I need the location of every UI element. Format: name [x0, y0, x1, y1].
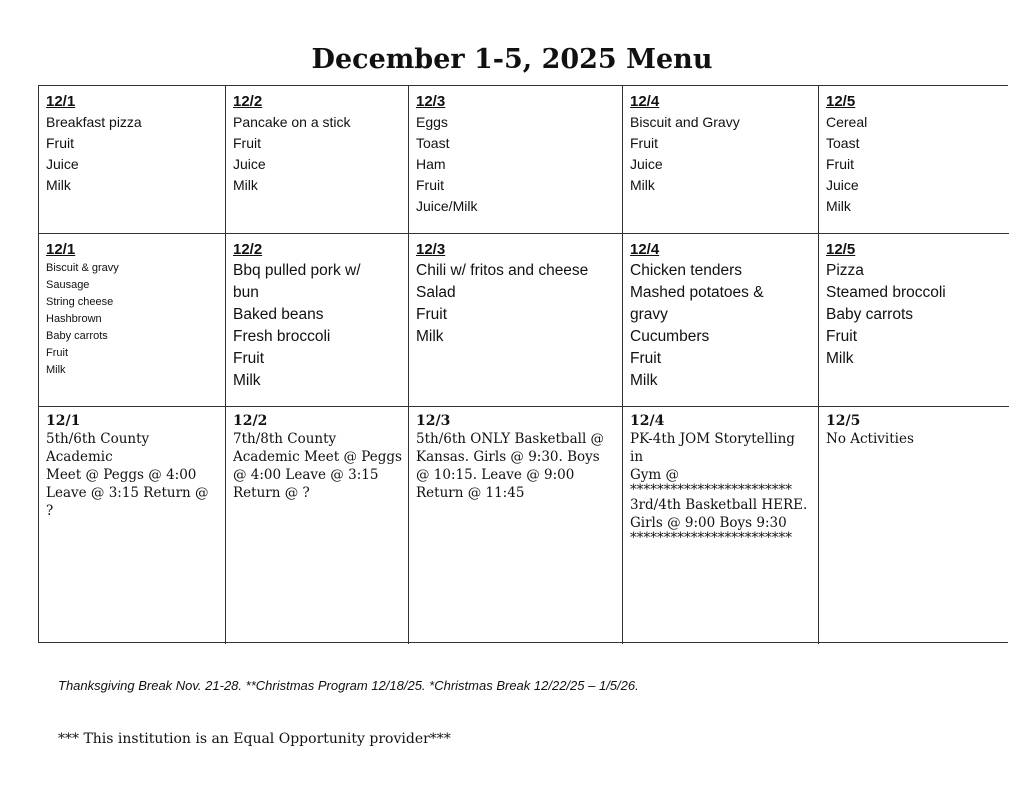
activity-line: Meet @ Peggs @ 4:00: [46, 467, 197, 483]
menu-item: bun: [233, 284, 259, 301]
menu-item: Milk: [233, 372, 261, 389]
cell-date: 12/3: [416, 241, 446, 258]
menu-item: Sausage: [46, 279, 90, 291]
menu-item: Juice: [826, 177, 859, 193]
menu-item: Breakfast pizza: [46, 114, 142, 130]
activity-line: 5th/6th ONLY Basketball @: [416, 431, 605, 447]
lunch-cell-mon: [39, 234, 226, 407]
lunch-cell-tue: [226, 234, 409, 407]
menu-item: Eggs: [416, 114, 448, 130]
menu-item: Milk: [826, 350, 854, 367]
menu-item: Fruit: [416, 177, 444, 193]
menu-item: Milk: [826, 198, 851, 214]
menu-item: gravy: [630, 306, 668, 323]
menu-item: Pizza: [826, 262, 864, 279]
menu-item: Fresh broccoli: [233, 328, 331, 345]
lunch-cell-thu: [623, 234, 819, 407]
menu-item: Fruit: [826, 156, 854, 172]
menu-item: Fruit: [233, 135, 261, 151]
menu-table: [38, 85, 1008, 643]
menu-item: Toast: [826, 135, 860, 151]
menu-item: Baby carrots: [826, 306, 914, 323]
menu-item: Bbq pulled pork w/: [233, 262, 361, 279]
breakfast-cell-fri: [819, 86, 1009, 234]
cell-date: 12/1: [46, 93, 76, 110]
cell-date: 12/2: [233, 93, 263, 110]
menu-item: Fruit: [46, 347, 68, 359]
menu-item: Salad: [416, 284, 456, 301]
activity-line: Gym @: [630, 467, 680, 483]
breakfast-cell-thu: [623, 86, 819, 234]
menu-item: Milk: [630, 177, 655, 193]
cell-date: 12/4: [630, 93, 660, 110]
menu-item: Fruit: [826, 328, 857, 345]
activity-cell-thu: [623, 407, 819, 644]
cell-date: 12/5: [826, 241, 856, 258]
lunch-cell-fri: [819, 234, 1009, 407]
equal-opportunity-statement: *** This institution is an Equal Opportunity provider***: [58, 731, 451, 747]
cell-date: 12/3: [416, 93, 446, 110]
menu-item: Ham: [416, 156, 446, 172]
menu-item: Milk: [46, 177, 71, 193]
menu-item: Fruit: [233, 350, 264, 367]
menu-item: Juice: [46, 156, 79, 172]
breakfast-cell-tue: [226, 86, 409, 234]
menu-item: Cereal: [826, 114, 868, 130]
activity-line: Return @ ?: [233, 485, 310, 501]
break-footnote: Thanksgiving Break Nov. 21-28. **Christmas Program 12/18/25. *Christmas Break 12/22/25 – 1/5/26.: [58, 678, 639, 693]
separator-stars: ************************: [630, 482, 792, 498]
activity-cell-mon: [39, 407, 226, 644]
menu-item: String cheese: [46, 296, 114, 308]
menu-item: Cucumbers: [630, 328, 710, 345]
activity-cell-fri: [819, 407, 1009, 644]
cell-date: 12/2: [233, 413, 268, 429]
menu-item: Mashed potatoes &: [630, 284, 764, 301]
activity-line: PK-4th JOM Storytelling in: [630, 431, 795, 465]
menu-item: Fruit: [630, 135, 658, 151]
menu-item: Milk: [416, 328, 444, 345]
breakfast-cell-mon: [39, 86, 226, 234]
cell-date: 12/5: [826, 93, 856, 110]
cell-date: 12/2: [233, 241, 263, 258]
menu-item: Juice/Milk: [416, 198, 478, 214]
menu-item: Baby carrots: [46, 330, 108, 342]
menu-item: Milk: [233, 177, 258, 193]
menu-item: Pancake on a stick: [233, 114, 351, 130]
activity-line: Kansas. Girls @ 9:30. Boys: [416, 449, 600, 465]
activity-line: No Activities: [826, 431, 914, 447]
activity-cell-tue: [226, 407, 409, 644]
activity-cell-wed: [409, 407, 623, 644]
page-title: December 1-5, 2025 Menu: [311, 44, 713, 75]
menu-item: Juice: [233, 156, 266, 172]
lunch-cell-wed: [409, 234, 623, 407]
activity-line: Leave @ 3:15 Return @ ?: [46, 485, 209, 519]
cell-date: 12/1: [46, 413, 81, 429]
menu-item: Fruit: [46, 135, 74, 151]
menu-item: Chicken tenders: [630, 262, 743, 279]
menu-item: Steamed broccoli: [826, 284, 946, 301]
menu-item: Baked beans: [233, 306, 324, 323]
activity-line: Return @ 11:45: [416, 485, 525, 501]
menu-item: Fruit: [416, 306, 447, 323]
menu-item: Milk: [630, 372, 658, 389]
menu-item: Hashbrown: [46, 313, 102, 325]
menu-item: Toast: [416, 135, 450, 151]
menu-item: Fruit: [630, 350, 661, 367]
menu-item: Biscuit and Gravy: [630, 114, 740, 130]
menu-item: Milk: [46, 364, 66, 376]
menu-item: Chili w/ fritos and cheese: [416, 262, 589, 279]
activity-line: 7th/8th County: [233, 431, 337, 447]
separator-stars: ************************: [630, 530, 792, 546]
cell-date: 12/4: [630, 241, 660, 258]
activity-line: Girls @ 9:00 Boys 9:30: [630, 515, 787, 531]
cell-date: 12/4: [630, 413, 665, 429]
cell-date: 12/5: [826, 413, 861, 429]
activity-line: @ 4:00 Leave @ 3:15: [233, 467, 379, 483]
menu-item: Juice: [630, 156, 663, 172]
activity-line: @ 10:15. Leave @ 9:00: [416, 467, 575, 483]
breakfast-cell-wed: [409, 86, 623, 234]
cell-date: 12/3: [416, 413, 451, 429]
cell-date: 12/1: [46, 241, 76, 258]
menu-item: Biscuit & gravy: [46, 262, 119, 274]
activity-line: 5th/6th County Academic: [46, 431, 150, 465]
activity-line: Academic Meet @ Peggs: [233, 449, 402, 465]
activity-line: 3rd/4th Basketball HERE.: [630, 497, 808, 513]
